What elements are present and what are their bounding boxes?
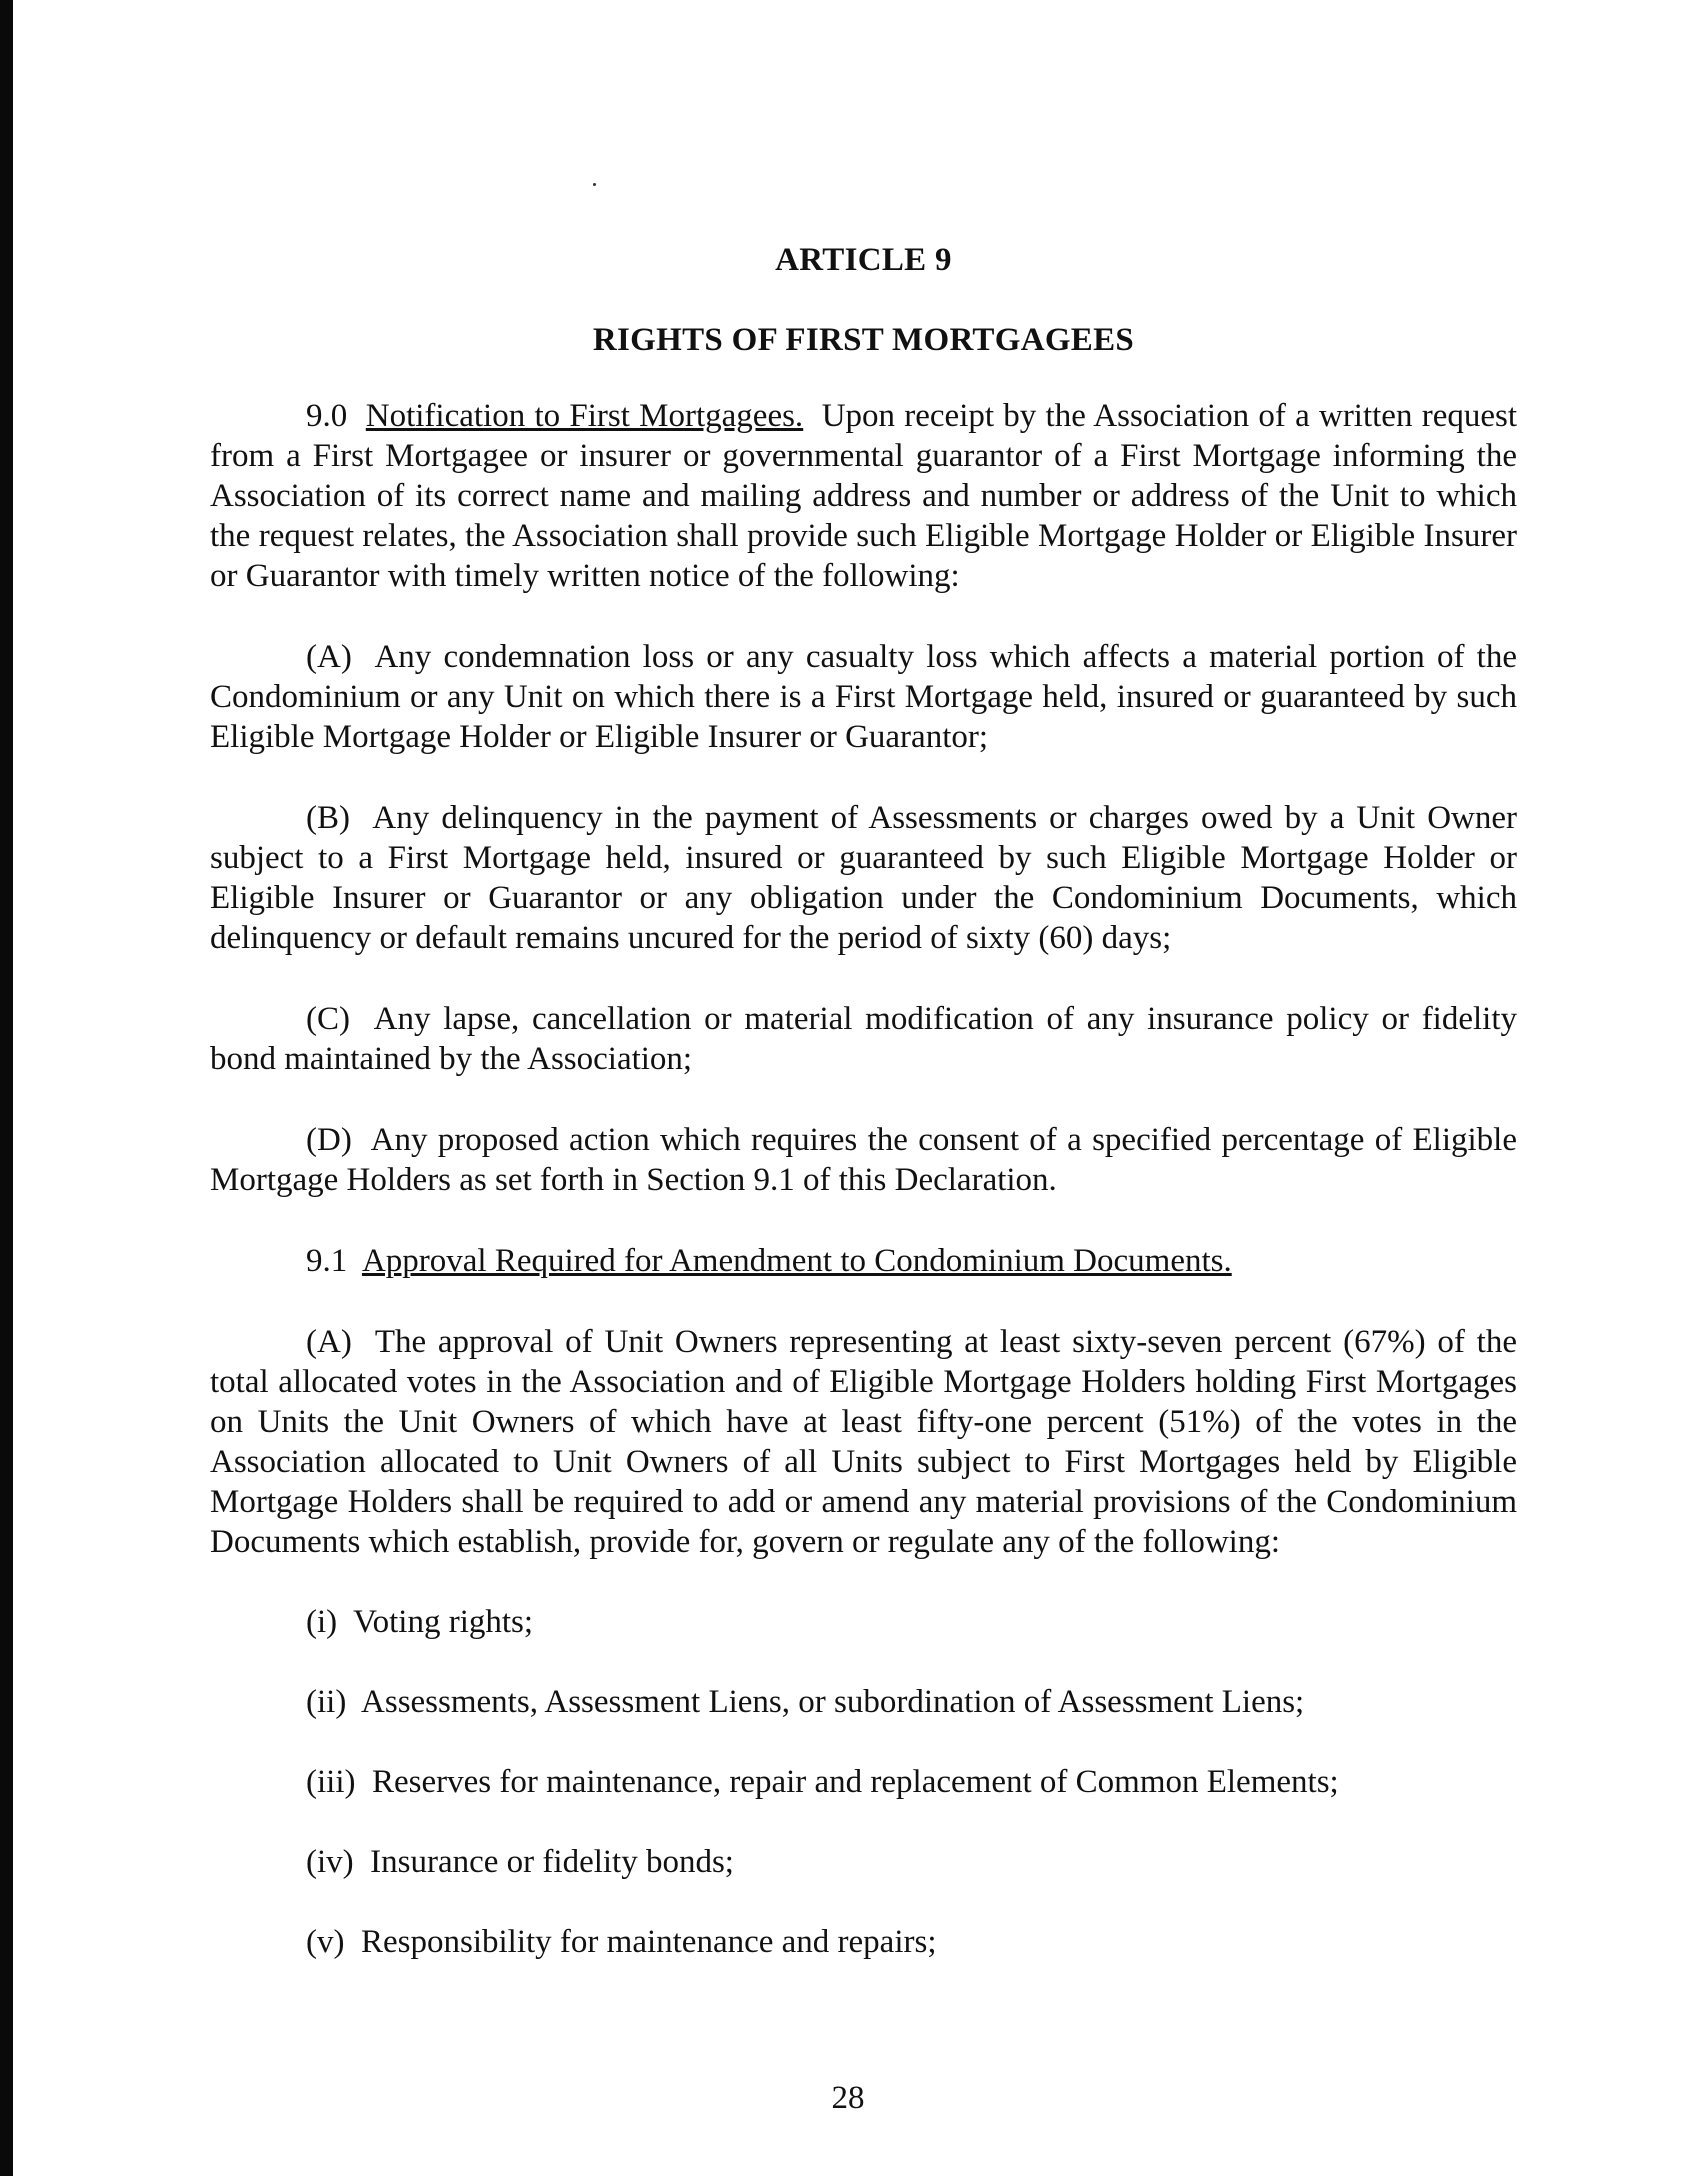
notice-item-b [210, 798, 1517, 958]
notice-item-text: Any lapse, cancellation or material modification of any insurance policy or fidelity bond maintained by the Association; [210, 1001, 1518, 1077]
article-number: ARTICLE 9 [775, 242, 952, 278]
notice-item-label: (D) [306, 1122, 352, 1158]
list-item-label: (iii) [306, 1764, 356, 1800]
notice-item-text: Any condemnation loss or any casualty loss which affects a material portion of the Condominium or any Unit on which there is a First Mortgage held, insured or guaranteed by such Eligible Mortgage Holder or Eligible Insurer or Guarantor; [210, 639, 1517, 755]
para-a-text: The approval of Unit Owners representing at least sixty-seven percent (67%) of the total allocated votes in the Association and of Eligible Mortgage Holders holding First Mortgages on Units the Unit Owners of which have at least fifty-one percent (51%) of the votes in the Association allocated to Unit Owners of all Units subject to First Mortgages held by Eligible Mortgage Holders shall be required to add or amend any material provisions of the Condominium Documents which establish, provide for, govern or regulate any of the following: [210, 1324, 1517, 1560]
section-9-1-paragraph-a [210, 1322, 1517, 1562]
notice-item-c [210, 999, 1517, 1079]
list-item-text: Insurance or fidelity bonds; [370, 1844, 734, 1880]
notice-item-label: (A) [306, 639, 352, 675]
page-number: 28 [831, 2080, 865, 2116]
list-item-text: Responsibility for maintenance and repairs; [360, 1924, 937, 1960]
list-item-label: (ii) [306, 1684, 347, 1720]
article-title: RIGHTS OF FIRST MORTGAGEES [592, 322, 1135, 358]
list-item-text: Reserves for maintenance, repair and replacement of Common Elements; [371, 1764, 1339, 1800]
document-page [210, 240, 1517, 2002]
list-item-label: (i) [306, 1604, 338, 1640]
list-item-label: (iv) [306, 1844, 354, 1880]
section-9-0-paragraph [210, 396, 1517, 596]
list-item-iii [306, 1762, 1517, 1802]
notice-item-d [210, 1120, 1517, 1200]
notice-item-text: Any proposed action which requires the consent of a specified percentage of Eligible Mortgage Holders as set forth in Section 9.1 of this Declaration. [210, 1122, 1517, 1198]
list-item-text: Assessments, Assessment Liens, or subordination of Assessment Liens; [361, 1684, 1305, 1720]
notice-item-label: (B) [306, 800, 350, 836]
section-9-1-heading: Approval Required for Amendment to Condominium Documents. [361, 1243, 1232, 1279]
section-9-0-text: Upon receipt by the Association of a written request from a First Mortgagee or insurer or governmental guarantor of a First Mortgage informing the Association of its correct name and mailing address and number or address of the Unit to which the request relates, the Association shall provide such Eligible Mortgage Holder or Eligible Insurer or Guarantor with timely written notice of the following: [210, 398, 1517, 594]
list-item-i [306, 1602, 1517, 1642]
list-item-label: (v) [306, 1924, 345, 1960]
notice-item-a [210, 637, 1517, 757]
section-9-0-heading: Notification to First Mortgagees. [365, 398, 804, 434]
list-item-ii [306, 1682, 1517, 1722]
para-a-label: (A) [306, 1324, 352, 1360]
notice-item-label: (C) [306, 1001, 350, 1037]
notice-item-text: Any delinquency in the payment of Assessments or charges owed by a Unit Owner subject to a First Mortgage held, insured or guaranteed by such Eligible Mortgage Holder or Eligible Insurer or Guarantor or any obligation under the Condominium Documents, which delinquency or default remains uncured for the period of sixty (60) days; [210, 800, 1518, 956]
section-9-1-number: 9.1 [306, 1243, 348, 1279]
scan-speck [593, 183, 596, 186]
scan-edge-bar [0, 0, 13, 2176]
list-item-v [306, 1922, 1517, 1962]
section-9-1-heading-line [210, 1241, 1517, 1281]
list-item-iv [306, 1842, 1517, 1882]
section-9-0-number: 9.0 [306, 398, 348, 434]
list-item-text: Voting rights; [353, 1604, 534, 1640]
